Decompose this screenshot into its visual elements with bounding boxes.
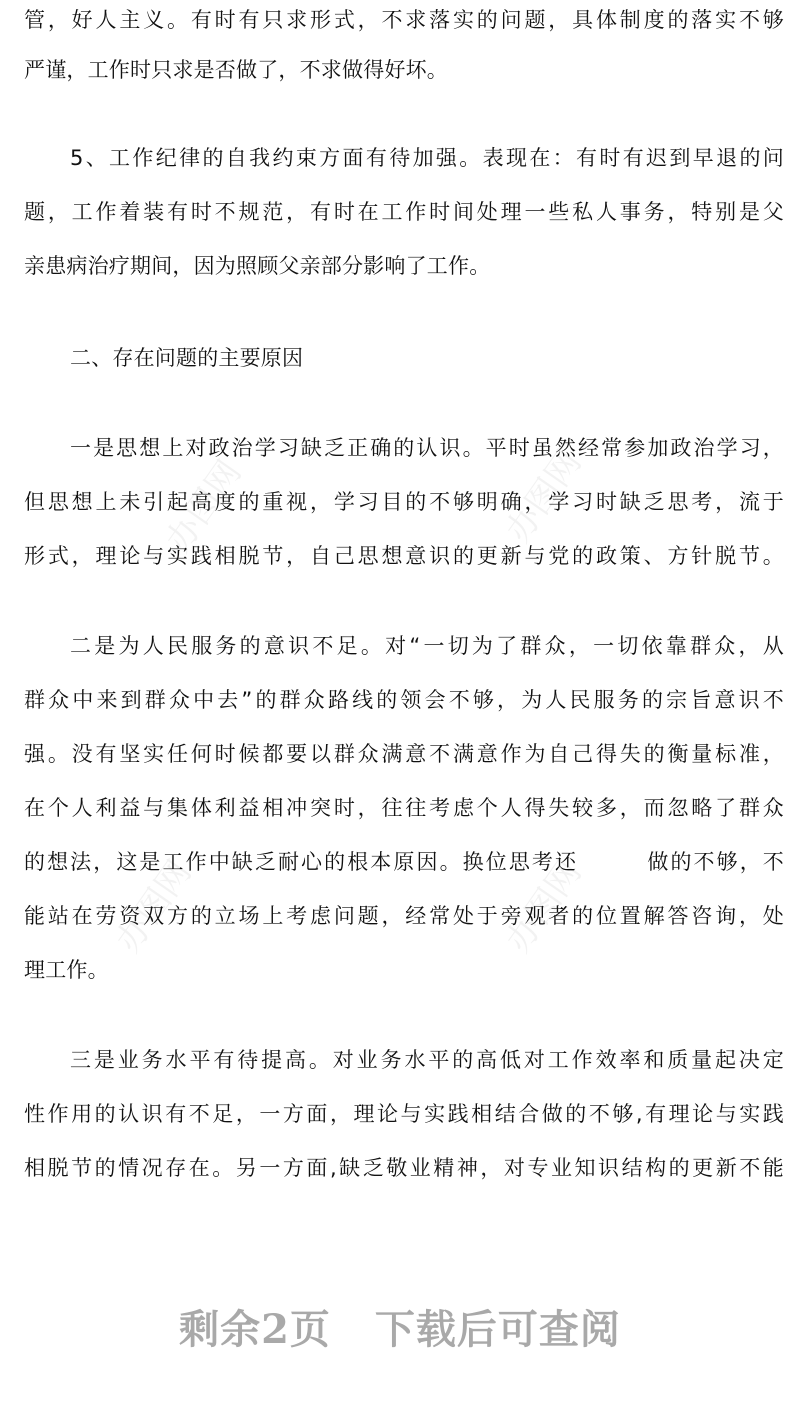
watermark: 办图网 xyxy=(498,853,590,960)
text-line: 管，好人主义。有时有只求形式，不求落实的问题，具体制度的落实不够 xyxy=(24,8,784,32)
watermark: 办图网 xyxy=(158,453,250,560)
text-line: 严谨，工作时只求是否做了，不求做得好坏。 xyxy=(24,58,448,82)
text-line: 性作用的认识有不足，一方面，理论与实践相结合做的不够,有理论与实践 xyxy=(24,1102,784,1126)
text-line: 相脱节的情况存在。另一方面,缺乏敬业精神，对专业知识结构的更新不能 xyxy=(24,1156,784,1180)
text-line: 形式，理论与实践相脱节，自己思想意识的更新与党的政策、方针脱节。 xyxy=(24,544,784,568)
text-line: 亲患病治疗期间，因为照顾父亲部分影响了工作。 xyxy=(24,254,491,278)
text-line: 二是为人民服务的意识不足。对“一切为了群众，一切依靠群众，从 xyxy=(70,634,784,658)
text-line: 能站在劳资双方的立场上考虑问题，经常处于旁观者的位置解答咨询，处 xyxy=(24,904,784,928)
download-prompt-banner[interactable] xyxy=(0,1290,800,1370)
text-line: 一是思想上对政治学习缺乏正确的认识。平时虽然经常参加政治学习， xyxy=(70,436,784,460)
text-line: 三是业务水平有待提高。对业务水平的高低对工作效率和质量起决定 xyxy=(70,1048,784,1072)
download-to-view-label: 下载后可查阅 xyxy=(374,1306,621,1353)
text-line: 的想法，这是工作中缺乏耐心的根本原因。换位思考还 做的不够，不 xyxy=(24,850,784,874)
text-line: 5、工作纪律的自我约束方面有待加强。表现在：有时有迟到早退的问 xyxy=(70,146,784,170)
watermark: 办图网 xyxy=(108,853,200,960)
section-heading: 二、存在问题的主要原因 xyxy=(70,346,304,370)
remaining-pages-label: 剩余2页 xyxy=(179,1306,331,1353)
watermark: 办图网 xyxy=(498,443,590,550)
text-line: 理工作。 xyxy=(24,958,109,982)
text-line: 但思想上未引起高度的重视，学习目的不够明确，学习时缺乏思考，流于 xyxy=(24,490,784,514)
text-line: 强。没有坚实任何时候都要以群众满意不满意作为自己得失的衡量标准， xyxy=(24,742,784,766)
text-line: 题，工作着装有时不规范，有时在工作时间处理一些私人事务，特别是父 xyxy=(24,200,784,224)
text-line: 群众中来到群众中去”的群众路线的领会不够，为人民服务的宗旨意识不 xyxy=(24,688,784,712)
text-line: 在个人利益与集体利益相冲突时，往往考虑个人得失较多，而忽略了群众 xyxy=(24,796,784,820)
